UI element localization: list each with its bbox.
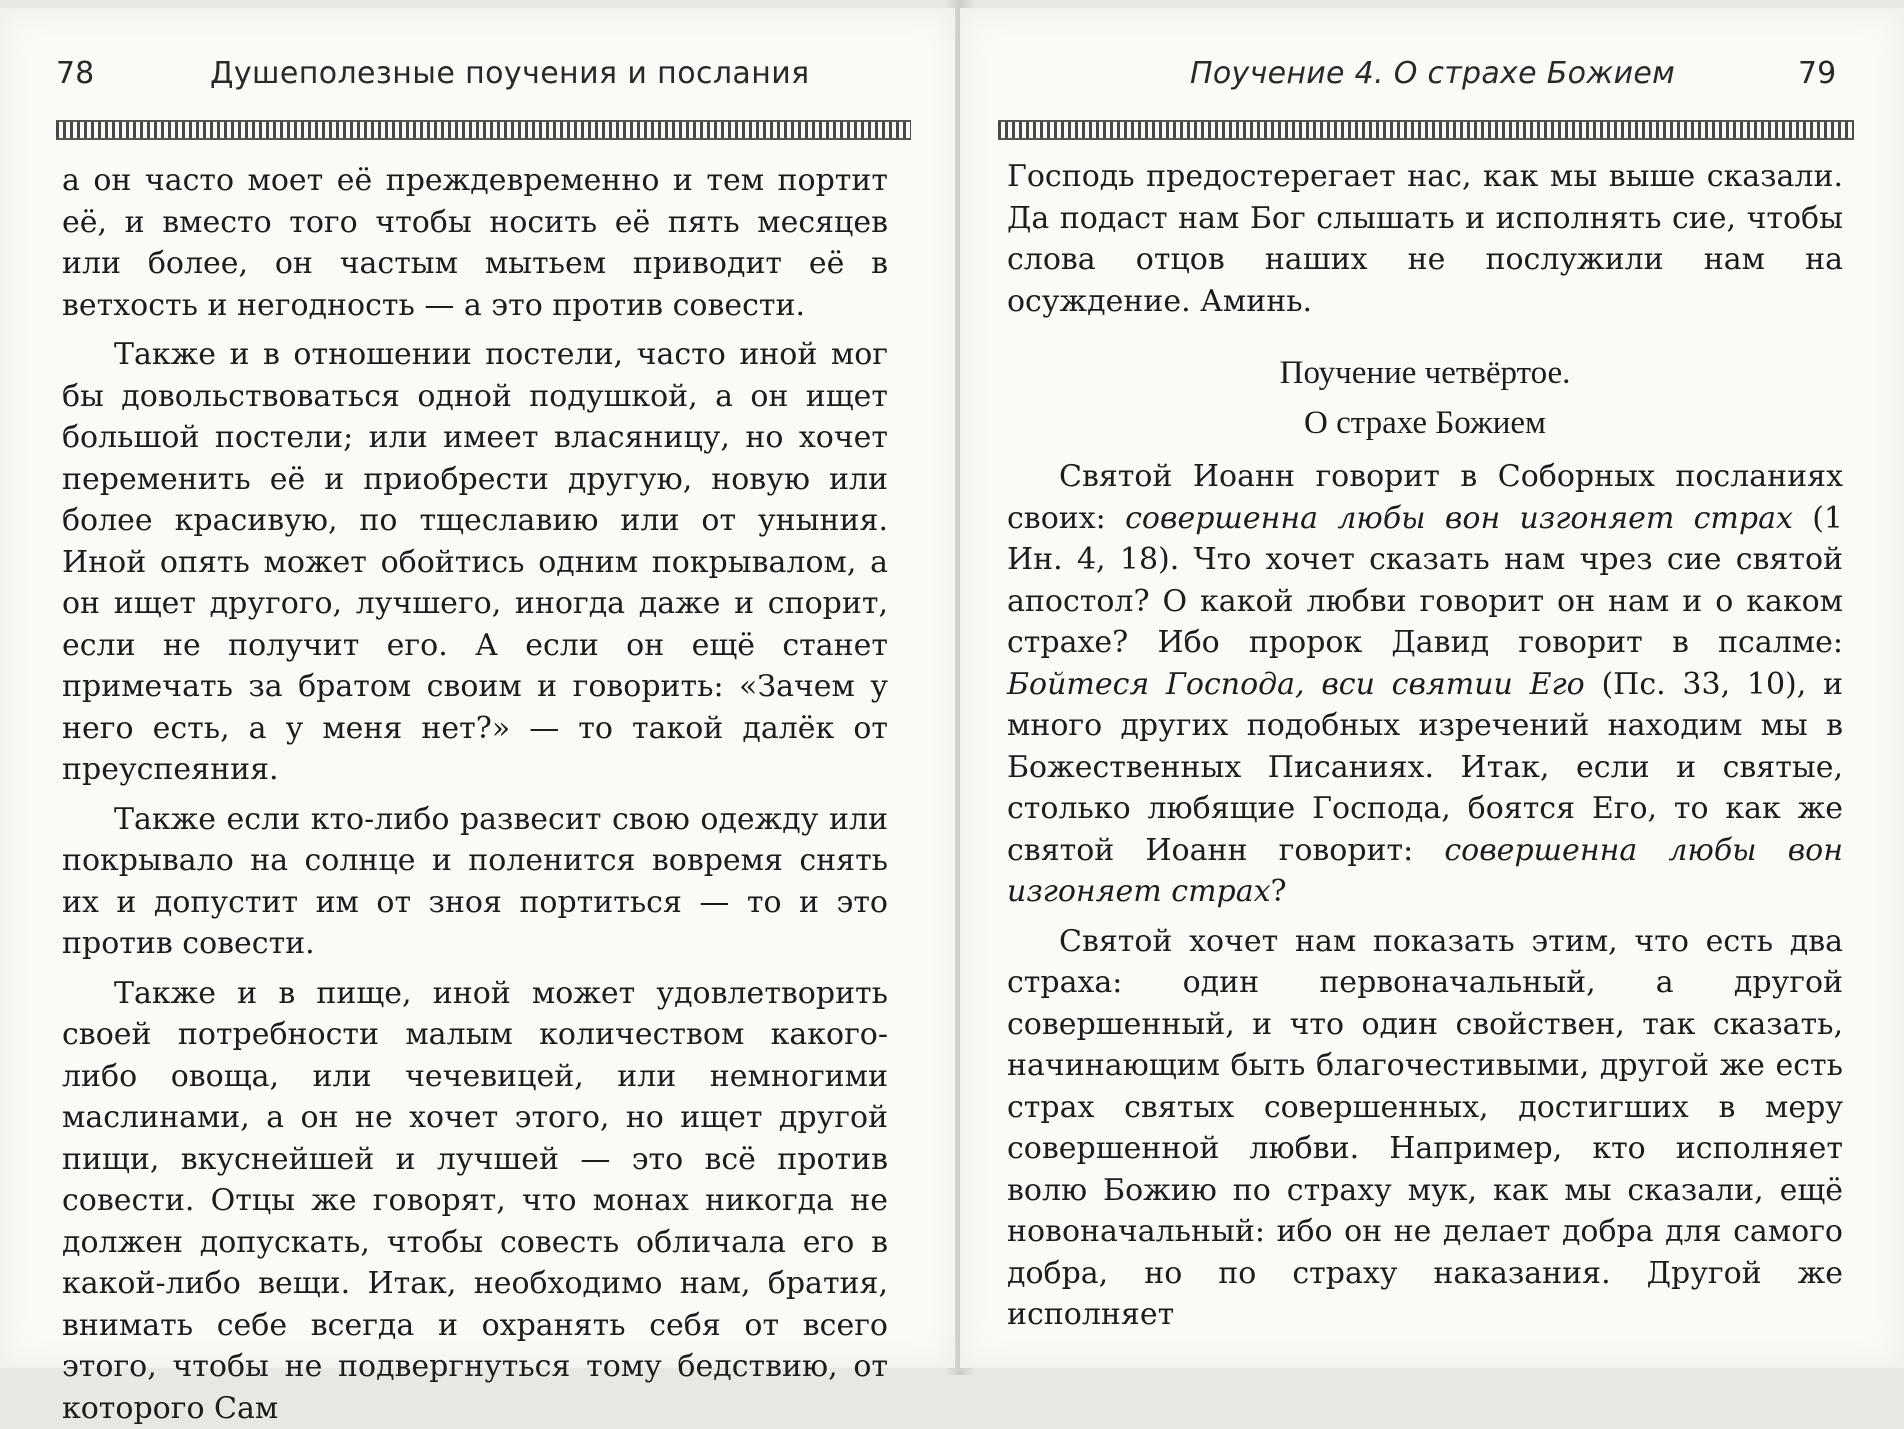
left-page-number: 78	[56, 56, 94, 106]
text-run: (1 Ин. 4, 18). Что хочет сказать нам чрез сие святой апостол? О какой любви говорит он нам и о каком страхе? Ибо пророк Давид говорит в псалме:	[1007, 501, 1843, 661]
paragraph: Господь предостерегает нас, как мы выше сказали. Да подаст нам Бог слышать и исполнять сие, чтобы слова отцов наших не послужили нам на осуждение. Аминь.	[1007, 156, 1843, 322]
text-run: (Пс. 33, 10), и много других подобных изречений находим мы в Божественных Писаниях. Итак, если и святые, столько любящие Господа, боятся Его, то как же святой Иоанн говорит:	[1007, 667, 1843, 868]
right-body-text	[1007, 156, 1843, 1336]
right-page-number: 79	[1798, 56, 1836, 106]
paragraph	[1007, 456, 1843, 913]
section-heading-line2: О страхе Божием	[1007, 398, 1843, 448]
paragraph: Также и в отношении постели, часто иной мог бы довольствоваться одной подушкой, а он ищет большой постели; или имеет власяницу, но хочет переменить её и приобрести другую, новую или более красивую, по тщеславию или от уныния. Иной опять может обойтись одним покрывалом, а он ищет другого, лучшего, иногда даже и спорит, если не получит его. А если он ещё станет примечать за братом своим и говорить: «Зачем у него есть, а у меня нет?» — то такой далёк от преуспеяния.	[62, 334, 888, 791]
paragraph: Святой хочет нам показать этим, что есть два страха: один первоначальный, а другой совершенный, и что один свойствен, так сказать, начинающим быть благочестивыми, другой же есть страх святых совершенных, достигших в меру совершенной любви. Например, кто исполняет волю Божию по страху мук, как мы сказали, ещё новоначальный: ибо он не делает добра для самого добра, но по страху наказания. Другой же исполняет	[1007, 921, 1843, 1336]
paragraph: а он часто моет её преждевременно и тем портит её, и вместо того чтобы носить её пять месяцев или более, он частым мытьем приводит её в ветхость и негодность — а это против совести.	[62, 160, 888, 326]
scripture-quote: совершенна любы вон изгоняет страх	[1125, 501, 1793, 536]
left-body-text	[62, 160, 888, 1429]
text-run: ?	[1271, 874, 1287, 909]
scripture-quote: Бойтеся Господа, вси святии Его	[1007, 667, 1585, 702]
left-running-title: Душеполезные поучения и послания	[210, 56, 810, 106]
paragraph: Также и в пище, иной может удовлетворить своей потребности малым количеством какого-либо овоща, или чечевицей, или немногими маслинами, а он не хочет этого, но ищет другой пищи, вкуснейшей и лучшей — это всё против совести. Отцы же говорят, что монах никогда не должен допускать, чтобы совесть обличала его в какой-либо вещи. Итак, необходимо нам, братия, внимать себе всегда и охранять себя от всего этого, чтобы не подвергнуться тому бедствию, от которого Сам	[62, 973, 888, 1429]
left-page	[0, 8, 955, 1368]
right-ornament-rule	[998, 120, 1854, 140]
right-running-title: Поучение 4. О страхе Божием	[1190, 56, 1675, 106]
left-ornament-rule	[56, 120, 911, 140]
right-page	[960, 8, 1904, 1368]
text-run: Святой Иоанн говорит в Соборных посланиях своих:	[1007, 459, 1843, 536]
paragraph: Также если кто-либо развесит свою одежду или покрывало на солнце и поленится вовремя снять их и допустит им от зноя портиться — то и это против совести.	[62, 799, 888, 965]
scripture-quote: совершенна любы вон изгоняет страх	[1007, 833, 1843, 910]
section-heading-line1: Поучение четвёртое.	[1007, 348, 1843, 398]
